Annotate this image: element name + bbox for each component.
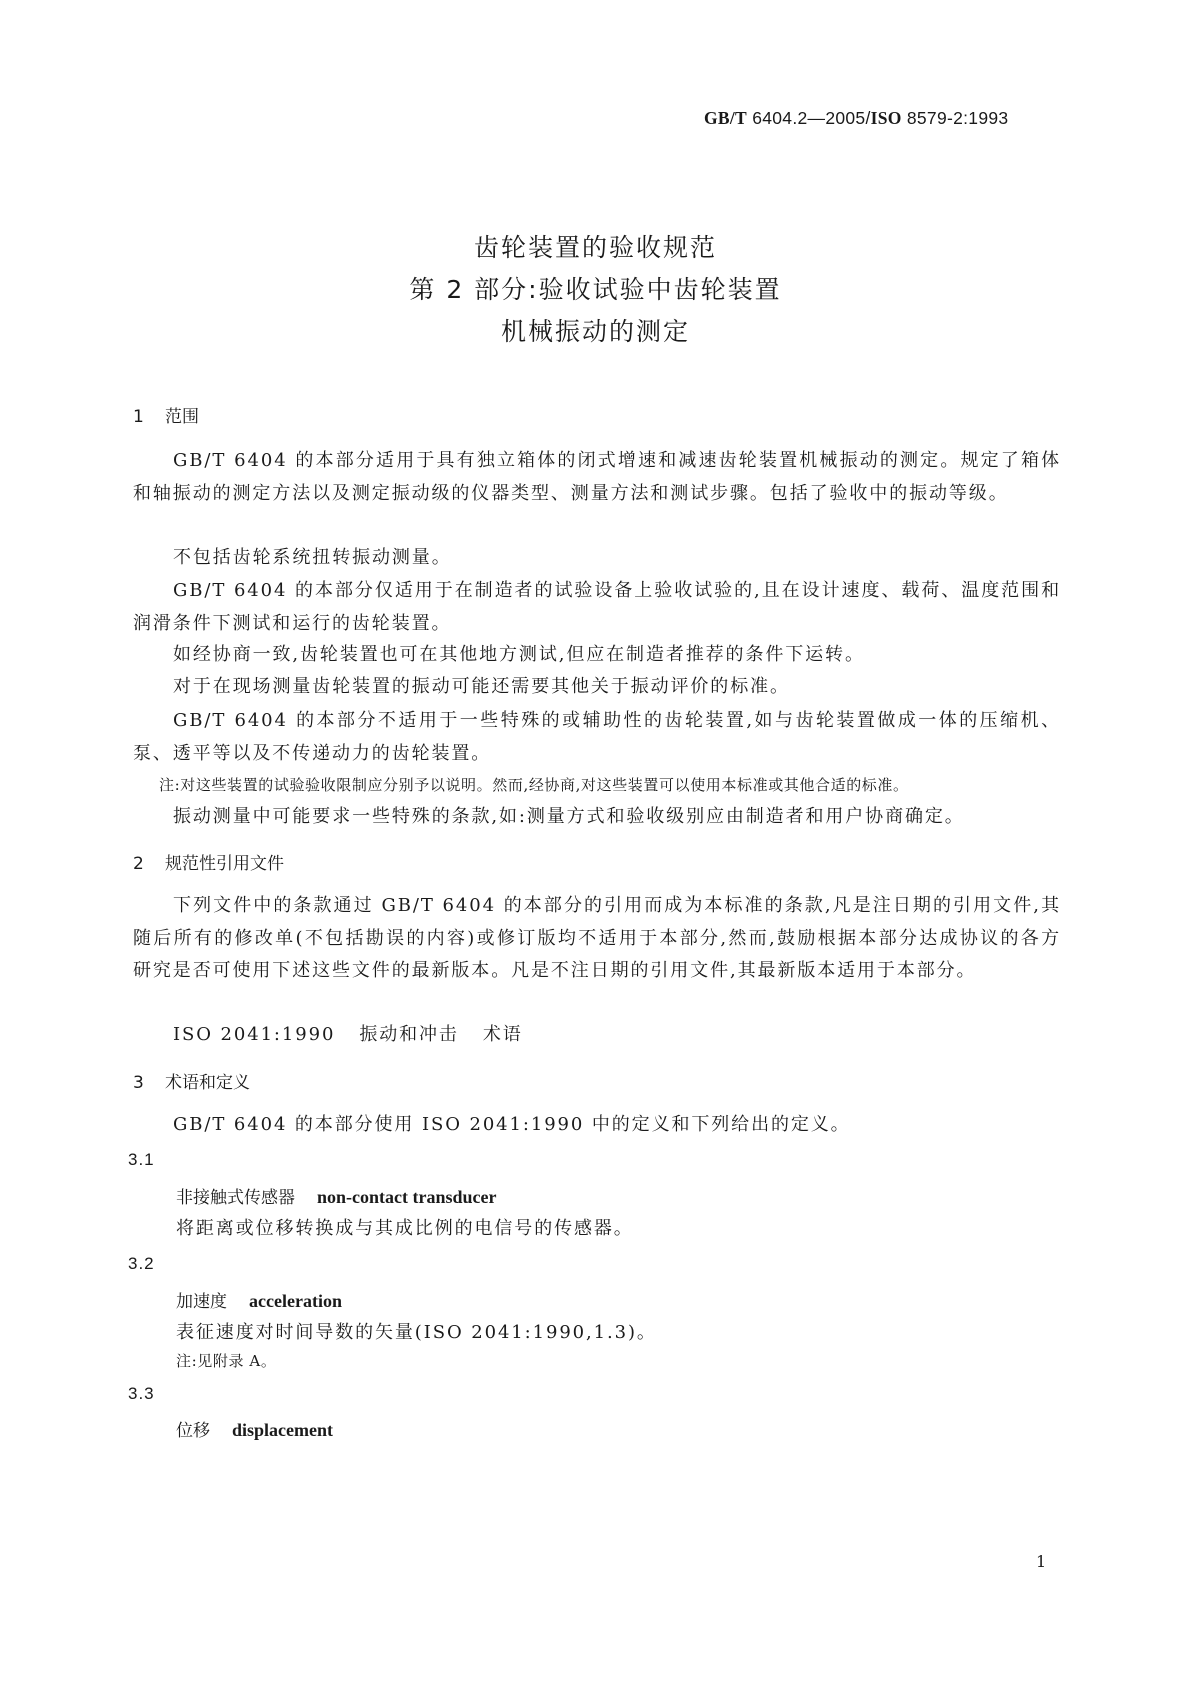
term-chinese: 位移 <box>176 1421 210 1441</box>
section-title: 规范性引用文件 <box>165 854 284 874</box>
iso-prefix: ISO <box>870 108 902 128</box>
section-1-paragraph-2: 不包括齿轮系统扭转振动测量。 <box>173 547 452 568</box>
term-heading <box>176 1416 333 1441</box>
term-chinese: 加速度 <box>176 1292 227 1312</box>
section-1-paragraph-7: 振动测量中可能要求一些特殊的条款,如:测量方式和验收级别应由制造者和用户协商确定。 <box>173 806 965 827</box>
term-number: 3.1 <box>128 1150 155 1169</box>
standard-code <box>704 108 1008 129</box>
title-line-2: 第 2 部分:验收试验中齿轮装置 <box>409 275 782 304</box>
term-definition: 将距离或位移转换成与其成比例的电信号的传感器。 <box>176 1218 634 1239</box>
reference-code: ISO 2041:1990 <box>173 1024 336 1045</box>
section-number: 3 <box>133 1073 144 1093</box>
section-1-paragraph-5: 对于在现场测量齿轮装置的振动可能还需要其他关于振动评价的标准。 <box>173 676 790 697</box>
section-1-paragraph-4: 如经协商一致,齿轮装置也可在其他地方测试,但应在制造者推荐的条件下运转。 <box>173 644 865 665</box>
normative-reference <box>173 1020 523 1046</box>
term-chinese: 非接触式传感器 <box>176 1188 295 1208</box>
section-3-heading <box>133 1068 250 1093</box>
section-2-heading <box>133 849 284 874</box>
section-title: 范围 <box>165 407 199 427</box>
section-1-heading <box>133 402 199 427</box>
standard-code-prefix: GB/T <box>704 108 748 128</box>
reference-title-part-2: 术语 <box>482 1024 523 1045</box>
section-3-paragraph-1: GB/T 6404 的本部分使用 ISO 2041:1990 中的定义和下列给出的定义。 <box>173 1114 851 1135</box>
term-english: non-contact transducer <box>317 1187 497 1207</box>
section-1-note: 注:对这些装置的试验验收限制应分别予以说明。然而,经协商,对这些装置可以使用本标准或其他合适的标准。 <box>159 776 909 794</box>
term-number: 3.3 <box>128 1384 155 1403</box>
section-title: 术语和定义 <box>165 1073 250 1093</box>
iso-number: 8579-2:1993 <box>901 108 1009 128</box>
term-definition: 表征速度对时间导数的矢量(ISO 2041:1990,1.3)。 <box>176 1322 657 1343</box>
reference-title-part-1: 振动和冲击 <box>359 1024 459 1045</box>
title-line-3: 机械振动的测定 <box>500 317 690 346</box>
section-2-paragraph-1: 下列文件中的条款通过 GB/T 6404 的本部分的引用而成为本标准的条款,凡是注日期的引用文件,其随后所有的修改单(不包括勘误的内容)或修订版均不适用于本部分,然而,鼓励根据本部分达成协议的各方研究是否可使用下述这些文件的最新版本。凡是不注日期的引用文件,其最新版本适用于本部分。 <box>133 895 1061 981</box>
term-english: displacement <box>232 1420 333 1440</box>
section-1-paragraph-6: GB/T 6404 的本部分不适用于一些特殊的或辅助性的齿轮装置,如与齿轮装置做成一体的压缩机、泵、透平等以及不传递动力的齿轮装置。 <box>133 710 1061 764</box>
term-number: 3.2 <box>128 1254 155 1273</box>
term-heading <box>176 1287 342 1312</box>
term-note: 注:见附录 A。 <box>176 1352 277 1370</box>
term-english: acceleration <box>249 1291 342 1311</box>
section-number: 2 <box>133 854 144 874</box>
term-heading <box>176 1183 496 1208</box>
section-number: 1 <box>133 407 144 427</box>
section-1-paragraph-1: GB/T 6404 的本部分适用于具有独立箱体的闭式增速和减速齿轮装置机械振动的测定。规定了箱体和轴振动的测定方法以及测定振动级的仪器类型、测量方法和测试步骤。包括了验收中的振动等级。 <box>133 450 1061 504</box>
standard-code-number: 6404.2—2005/ <box>747 108 871 128</box>
title-line-1: 齿轮装置的验收规范 <box>473 233 717 262</box>
page-number: 1 <box>1036 1552 1047 1571</box>
section-1-paragraph-3: GB/T 6404 的本部分仅适用于在制造者的试验设备上验收试验的,且在设计速度、载荷、温度范围和润滑条件下测试和运行的齿轮装置。 <box>133 580 1061 634</box>
